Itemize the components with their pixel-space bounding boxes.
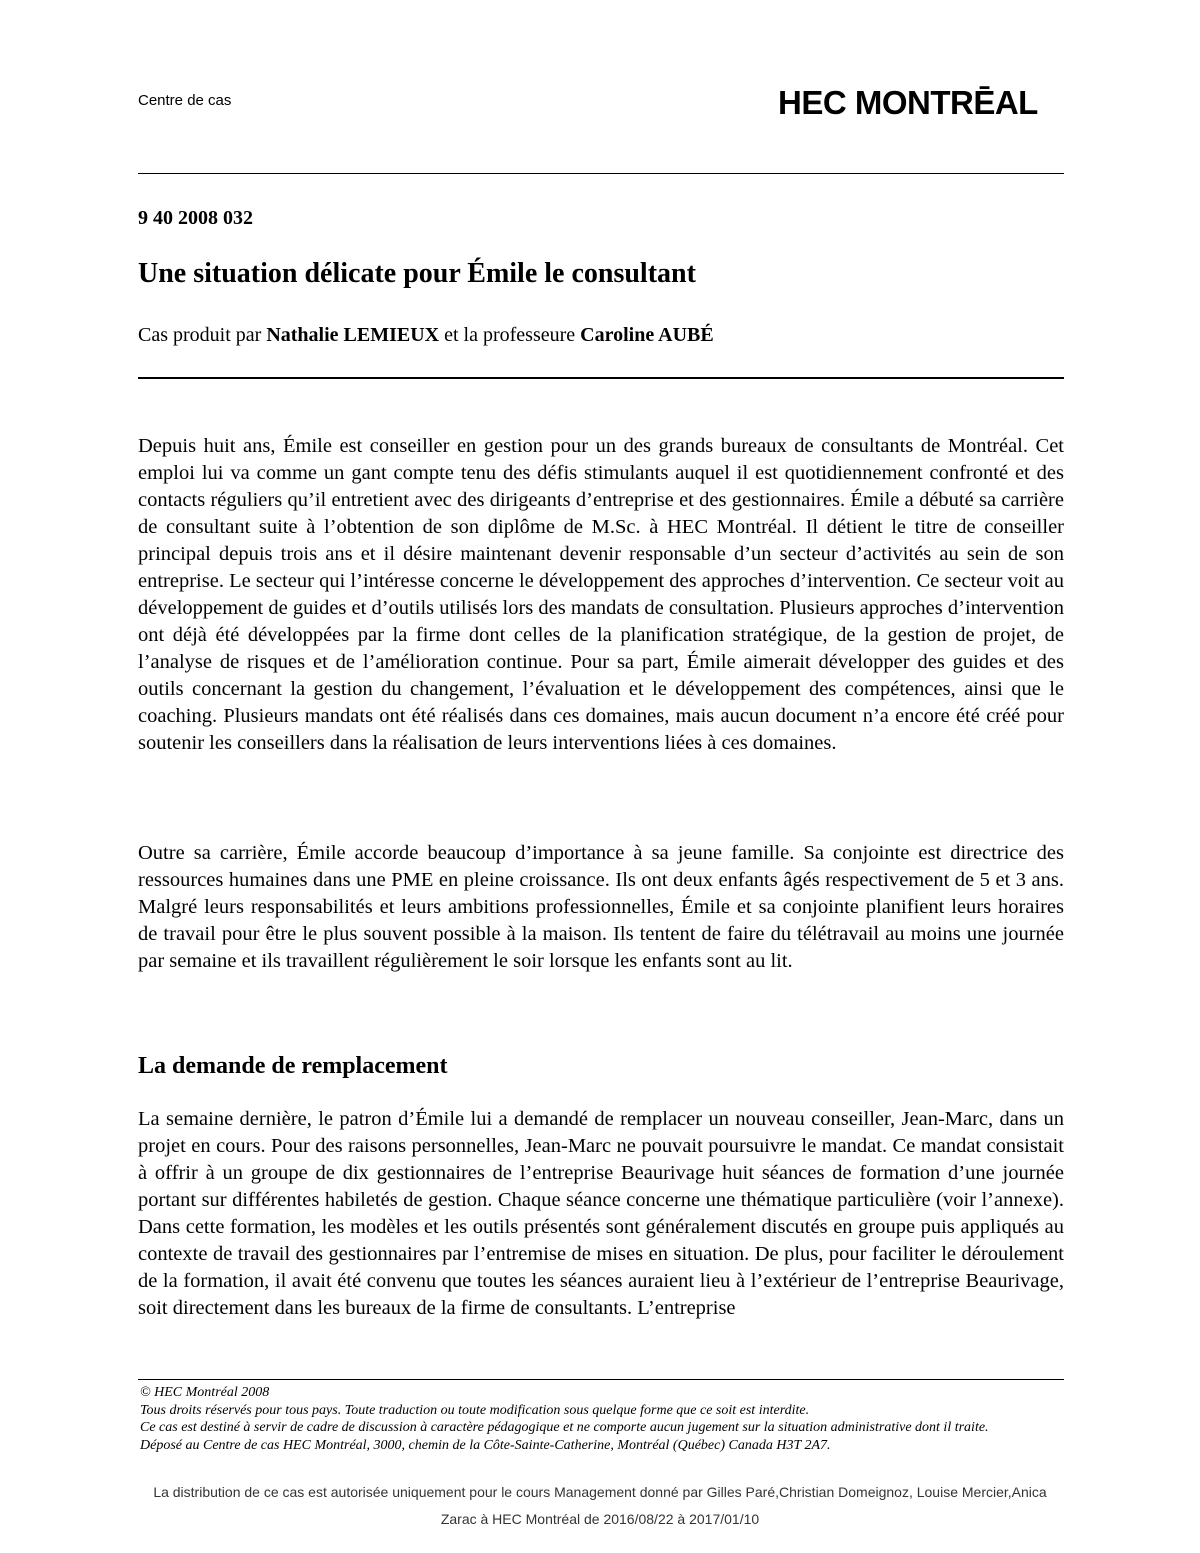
case-number: 9 40 2008 032 [138,207,253,229]
distribution-line-2: Zarac à HEC Montréal de 2016/08/22 à 2017/01/10 [440,1511,760,1527]
author-2: Caroline AUBÉ [580,324,714,346]
centre-de-cas-label: Centre de cas [138,92,232,109]
paragraph-replacement: La semaine dernière, le patron d’Émile lui a demandé de remplacer un nouveau conseiller, Jean-Marc, dans un projet en cours. Pour des raisons personnelles, Jean-Marc ne pouvait poursuivre le mandat. Ce mandat consistait à offrir à un groupe de dix gestionnaires de l’entreprise Beaurivage huit séances de formation d’une journée portant sur différentes habiletés de gestion. Chaque séance concerne une thématique particulière (voir l’annexe). Dans cette formation, les modèles et les outils présentés sont généralement discutés en groupe puis appliqués au contexte de travail des gestionnaires par l’entremise de mises en situation. De plus, pour faciliter le déroulement de la formation, il avait été convenu que toutes les séances auraient lieu à l’extérieur de l’entreprise Beaurivage, soit directement dans les bureaux de la firme de consultants. L’entreprise [138,1108,1064,1319]
paragraph-family: Outre sa carrière, Émile accorde beaucoup d’importance à sa jeune famille. Sa conjointe est directrice des ressources humaines dans une PME en pleine croissance. Ils ont deux enfants âgés respectivement de 5 et 3 ans. Malgré leurs responsabilités et leurs ambitions professionnelles, Émile et sa conjointe planifient leurs horaires de travail pour être le plus souvent possible à la maison. Ils tentent de faire du télétravail au moins une journée par semaine et ils travaillent régulièrement le soir lorsque les enfants sont au lit. [138,842,1064,972]
footer-notes [140,1384,1064,1454]
section-title: La demande de remplacement [138,1053,448,1079]
footer-divider [138,1379,1064,1380]
paragraph-intro: Depuis huit ans, Émile est conseiller en gestion pour un des grands bureaux de consultants de Montréal. Cet emploi lui va comme un gant compte tenu des défis stimulants auquel il est quotidiennement confronté et des contacts réguliers qu’il entretient avec des dirigeants d’entreprise et des gestionnaires. Émile a débuté sa carrière de consultant suite à l’obtention de son diplôme de M.Sc. à HEC Montréal. Il détient le titre de conseiller principal depuis trois ans et il désire maintenant devenir responsable d’un secteur d’activités au sein de son entreprise. Le secteur qui l’intéresse concerne le développement des approches d’intervention. Ce secteur voit au développement de guides et d’outils utilisés lors des mandats de consultation. Plusieurs approches d’intervention ont déjà été développées par la firme dont celles de la planification stratégique, de la gestion de projet, de l’analyse de risques et de l’amélioration continue. Pour sa part, Émile aimerait développer des guides et des outils concernant la gestion du changement, l’évaluation et le développement des compétences, ainsi que le coaching. Plusieurs mandats ont été réalisés dans ces domaines, mais aucun document n’a encore été créé pour soutenir les conseillers dans la réalisation de leurs interventions liées à ces domaines. [138,435,1064,754]
deposit-notice: Déposé au Centre de cas HEC Montréal, 3000, chemin de la Côte-Sainte-Catherine, Montréal (Québec) Canada H3T 2A7. [140,1437,831,1453]
disclaimer-notice: Ce cas est destiné à servir de cadre de discussion à caractère pédagogique et ne comporte aucun jugement sur la situation administrative dont il traite. [140,1420,989,1435]
copyright-notice: © HEC Montréal 2008 [140,1385,270,1400]
distribution-line-1: La distribution de ce cas est autorisée uniquement pour le cours Management donné par Gilles Paré,Christian Domeignoz, Louise Mercier,Anica [153,1484,1047,1500]
author-1: Nathalie LEMIEUX [266,324,440,346]
case-title: Une situation délicate pour Émile le consultant [138,258,696,289]
title-divider [138,377,1064,379]
header-divider [138,173,1064,174]
byline-middle: et la professeure [439,324,581,346]
byline [138,324,714,347]
hec-montreal-logo: HEC MONTRĒAL [778,84,1038,121]
byline-prefix: Cas produit par [138,324,267,346]
rights-notice: Tous droits réservés pour tous pays. Toute traduction ou toute modification sous quelque forme que ce soit est interdite. [140,1402,810,1418]
